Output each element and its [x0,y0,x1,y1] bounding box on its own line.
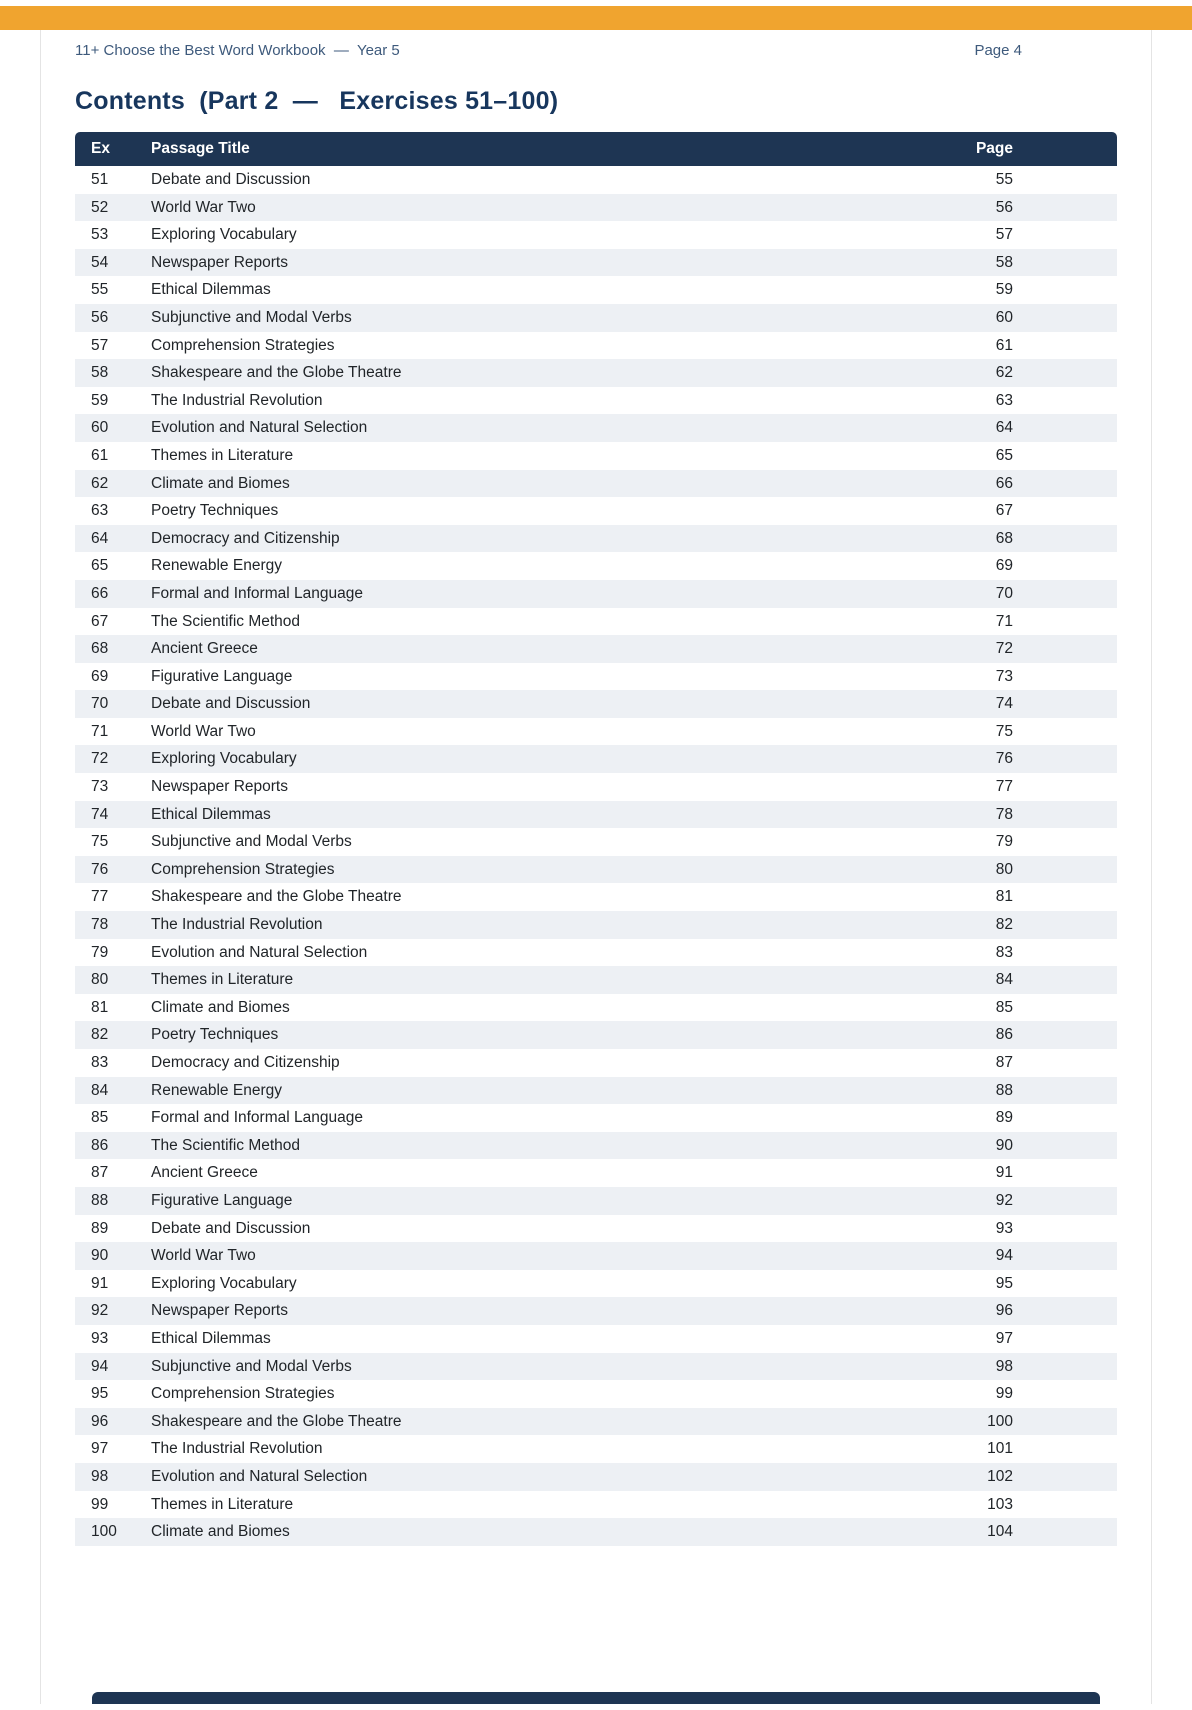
ex-cell: 52 [91,198,109,216]
passage-title-cell: Themes in Literature [151,446,294,464]
passage-title-cell: Figurative Language [151,667,293,685]
page-cell: 98 [995,1357,1013,1375]
ex-cell: 54 [91,253,109,271]
page-cell: 101 [987,1440,1013,1458]
passage-title-cell: The Scientific Method [151,612,301,630]
passage-title-cell: Formal and Informal Language [151,584,363,602]
table-row [75,1463,1117,1491]
ex-cell: 66 [91,584,109,602]
passage-title-cell: Comprehension Strategies [151,1385,335,1403]
page-cell: 63 [995,391,1013,409]
table-row [75,663,1117,691]
page-cell: 82 [995,916,1013,934]
ex-cell: 98 [91,1467,109,1485]
passage-title-cell: Shakespeare and the Globe Theatre [151,888,402,906]
page-cell: 68 [995,529,1013,547]
table-row [75,690,1117,718]
passage-title-cell: Subjunctive and Modal Verbs [151,833,352,851]
table-row [75,856,1117,884]
ex-cell: 87 [91,1164,109,1182]
table-row [75,332,1117,360]
ex-cell: 96 [91,1412,109,1430]
ex-cell: 80 [91,971,109,989]
page-cell: 80 [995,860,1013,878]
ex-cell: 91 [91,1274,109,1292]
page-cell: 81 [995,888,1013,906]
contents-title: Contents (Part 2 — Exercises 51–100) [75,87,559,115]
passage-title-cell: Comprehension Strategies [151,336,335,354]
page-cell: 72 [995,640,1013,658]
ex-cell: 55 [91,281,109,299]
page-number-label: Page 4 [974,42,1022,59]
passage-title-cell: Evolution and Natural Selection [151,419,368,437]
top-accent-bar [0,6,1192,30]
table-row [75,221,1117,249]
ex-cell: 70 [91,695,109,713]
passage-title-cell: Exploring Vocabulary [151,1274,297,1292]
passage-title-cell: Poetry Techniques [151,1026,279,1044]
page-cell: 56 [995,198,1013,216]
passage-title-cell: World War Two [151,722,256,740]
ex-cell: 75 [91,833,109,851]
table-row [75,1380,1117,1408]
page-cell: 78 [995,805,1013,823]
ex-cell: 90 [91,1247,109,1265]
ex-cell: 97 [91,1440,109,1458]
passage-title-cell: Newspaper Reports [151,253,288,271]
table-row [75,1491,1117,1519]
table-row [75,552,1117,580]
passage-title-cell: World War Two [151,198,256,216]
ex-cell: 78 [91,916,109,934]
column-header-passage-title: Passage Title [151,132,976,166]
ex-cell: 88 [91,1191,109,1209]
passage-title-cell: Renewable Energy [151,557,282,575]
page-cell: 65 [995,446,1013,464]
passage-title-cell: Exploring Vocabulary [151,750,297,768]
table-row [75,1325,1117,1353]
table-row [75,745,1117,773]
table-row [75,883,1117,911]
ex-cell: 57 [91,336,109,354]
passage-title-cell: Climate and Biomes [151,1523,290,1541]
table-row [75,1242,1117,1270]
ex-cell: 72 [91,750,109,768]
page-cell: 58 [995,253,1013,271]
table-row [75,994,1117,1022]
passage-title-cell: Democracy and Citizenship [151,1054,340,1071]
ex-cell: 93 [91,1329,109,1347]
table-row [75,166,1117,194]
passage-title-cell: The Scientific Method [151,1136,301,1154]
passage-title-cell: Ethical Dilemmas [151,281,271,299]
page-cell: 79 [995,833,1013,851]
passage-title-cell: Ancient Greece [151,1164,258,1182]
table-row [75,497,1117,525]
page-cell: 59 [995,281,1013,299]
ex-cell: 94 [91,1357,109,1375]
table-row [75,470,1117,498]
ex-cell: 74 [91,805,109,823]
page-cell: 87 [995,1054,1013,1071]
passage-title-cell: Debate and Discussion [151,695,311,713]
passage-title-cell: Evolution and Natural Selection [151,943,368,961]
page-cell: 75 [995,722,1013,740]
page-cell: 71 [995,612,1013,630]
table-row [75,442,1117,470]
page-cell: 99 [995,1385,1013,1403]
ex-cell: 81 [91,998,109,1016]
page-cell: 96 [995,1302,1013,1320]
ex-cell: 77 [91,888,109,906]
table-row [75,966,1117,994]
table-row [75,249,1117,277]
passage-title-cell: Debate and Discussion [151,1219,311,1237]
ex-cell: 71 [91,722,109,740]
passage-title-cell: Evolution and Natural Selection [151,1467,368,1485]
page-cell: 88 [995,1081,1013,1099]
page-cell: 77 [995,778,1013,796]
passage-title-cell: Ethical Dilemmas [151,1329,271,1347]
table-row [75,1270,1117,1298]
ex-cell: 100 [91,1523,117,1541]
ex-cell: 86 [91,1136,109,1154]
passage-title-cell: The Industrial Revolution [151,1440,323,1458]
ex-cell: 82 [91,1026,109,1044]
table-row [75,525,1117,553]
document-page [40,30,1152,1704]
table-row [75,773,1117,801]
ex-cell: 83 [91,1054,109,1071]
passage-title-cell: Subjunctive and Modal Verbs [151,1357,352,1375]
ex-cell: 95 [91,1385,109,1403]
table-row [75,1021,1117,1049]
ex-cell: 62 [91,474,109,492]
passage-title-cell: Renewable Energy [151,1081,282,1099]
page-cell: 70 [995,584,1013,602]
table-row [75,1435,1117,1463]
page-cell: 84 [995,971,1013,989]
page-cell: 95 [995,1274,1013,1292]
page-cell: 69 [995,557,1013,575]
page-cell: 74 [995,695,1013,713]
page-cell: 103 [987,1495,1013,1513]
table-row [75,1132,1117,1160]
table-row [75,1077,1117,1105]
passage-title-cell: Democracy and Citizenship [151,529,340,547]
page-cell: 85 [995,998,1013,1016]
ex-cell: 65 [91,557,109,575]
table-row [75,1187,1117,1215]
table-row [75,1049,1117,1077]
table-row [75,1408,1117,1436]
page-cell: 83 [995,943,1013,961]
table-row [75,801,1117,829]
passage-title-cell: Ancient Greece [151,640,258,658]
ex-cell: 51 [91,171,109,188]
ex-cell: 76 [91,860,109,878]
passage-title-cell: Shakespeare and the Globe Theatre [151,364,402,382]
page-cell: 104 [987,1523,1013,1541]
table-row [75,1353,1117,1381]
passage-title-cell: Ethical Dilemmas [151,805,271,823]
table-row [75,387,1117,415]
table-row [75,718,1117,746]
page-cell: 76 [995,750,1013,768]
page-cell: 67 [995,502,1013,520]
page-cell: 86 [995,1026,1013,1044]
page-cell: 55 [995,171,1013,188]
page-cell: 66 [995,474,1013,492]
table-row [75,939,1117,967]
table-row [75,1297,1117,1325]
page-cell: 94 [995,1247,1013,1265]
ex-cell: 61 [91,446,109,464]
ex-cell: 79 [91,943,109,961]
ex-cell: 92 [91,1302,109,1320]
page-cell: 57 [995,226,1013,244]
passage-title-cell: Climate and Biomes [151,474,290,492]
ex-cell: 60 [91,419,109,437]
passage-title-cell: The Industrial Revolution [151,916,323,934]
table-row [75,1104,1117,1132]
table-row [75,580,1117,608]
page-cell: 90 [995,1136,1013,1154]
table-row [75,414,1117,442]
passage-title-cell: Subjunctive and Modal Verbs [151,308,352,326]
passage-title-cell: Comprehension Strategies [151,860,335,878]
page-cell: 89 [995,1109,1013,1127]
table-row [75,194,1117,222]
footer-bar [92,1692,1100,1704]
table-row [75,1215,1117,1243]
ex-cell: 67 [91,612,109,630]
ex-cell: 53 [91,226,109,244]
ex-cell: 99 [91,1495,109,1513]
passage-title-cell: Poetry Techniques [151,502,279,520]
table-header [75,132,1117,166]
table-row [75,1159,1117,1187]
table-row [75,828,1117,856]
passage-title-cell: Themes in Literature [151,1495,294,1513]
table-row [75,911,1117,939]
page-cell: 92 [995,1191,1013,1209]
table-row [75,359,1117,387]
passage-title-cell: Figurative Language [151,1191,293,1209]
table-row [75,608,1117,636]
page-cell: 97 [995,1329,1013,1347]
page-cell: 93 [995,1219,1013,1237]
passage-title-cell: Formal and Informal Language [151,1109,363,1127]
ex-cell: 85 [91,1109,109,1127]
ex-cell: 64 [91,529,109,547]
table-row [75,635,1117,663]
passage-title-cell: Exploring Vocabulary [151,226,297,244]
passage-title-cell: The Industrial Revolution [151,391,323,409]
passage-title-cell: Shakespeare and the Globe Theatre [151,1412,402,1430]
ex-cell: 69 [91,667,109,685]
table-row [75,276,1117,304]
page-cell: 100 [987,1412,1013,1430]
column-header-page: Page [976,132,1117,166]
ex-cell: 59 [91,391,109,409]
ex-cell: 56 [91,308,109,326]
ex-cell: 58 [91,364,109,382]
ex-cell: 89 [91,1219,109,1237]
ex-cell: 84 [91,1081,109,1099]
table-body [75,166,1117,1546]
page-cell: 60 [995,308,1013,326]
contents-table [75,132,1117,1546]
ex-cell: 63 [91,502,109,520]
table-row [75,1518,1117,1546]
passage-title-cell: Climate and Biomes [151,998,290,1016]
book-title: 11+ Choose the Best Word Workbook — Year 5 [75,42,400,59]
passage-title-cell: Debate and Discussion [151,171,311,188]
page-cell: 91 [995,1164,1013,1182]
page-cell: 73 [995,667,1013,685]
page-header [75,30,1117,59]
page-cell: 102 [987,1467,1013,1485]
ex-cell: 73 [91,778,109,796]
ex-cell: 68 [91,640,109,658]
table-row [75,304,1117,332]
page-cell: 62 [995,364,1013,382]
passage-title-cell: Newspaper Reports [151,1302,288,1320]
page-cell: 64 [995,419,1013,437]
passage-title-cell: Themes in Literature [151,971,294,989]
page-cell: 61 [995,336,1013,354]
column-header-ex: Ex [75,132,151,166]
passage-title-cell: World War Two [151,1247,256,1265]
passage-title-cell: Newspaper Reports [151,778,288,796]
